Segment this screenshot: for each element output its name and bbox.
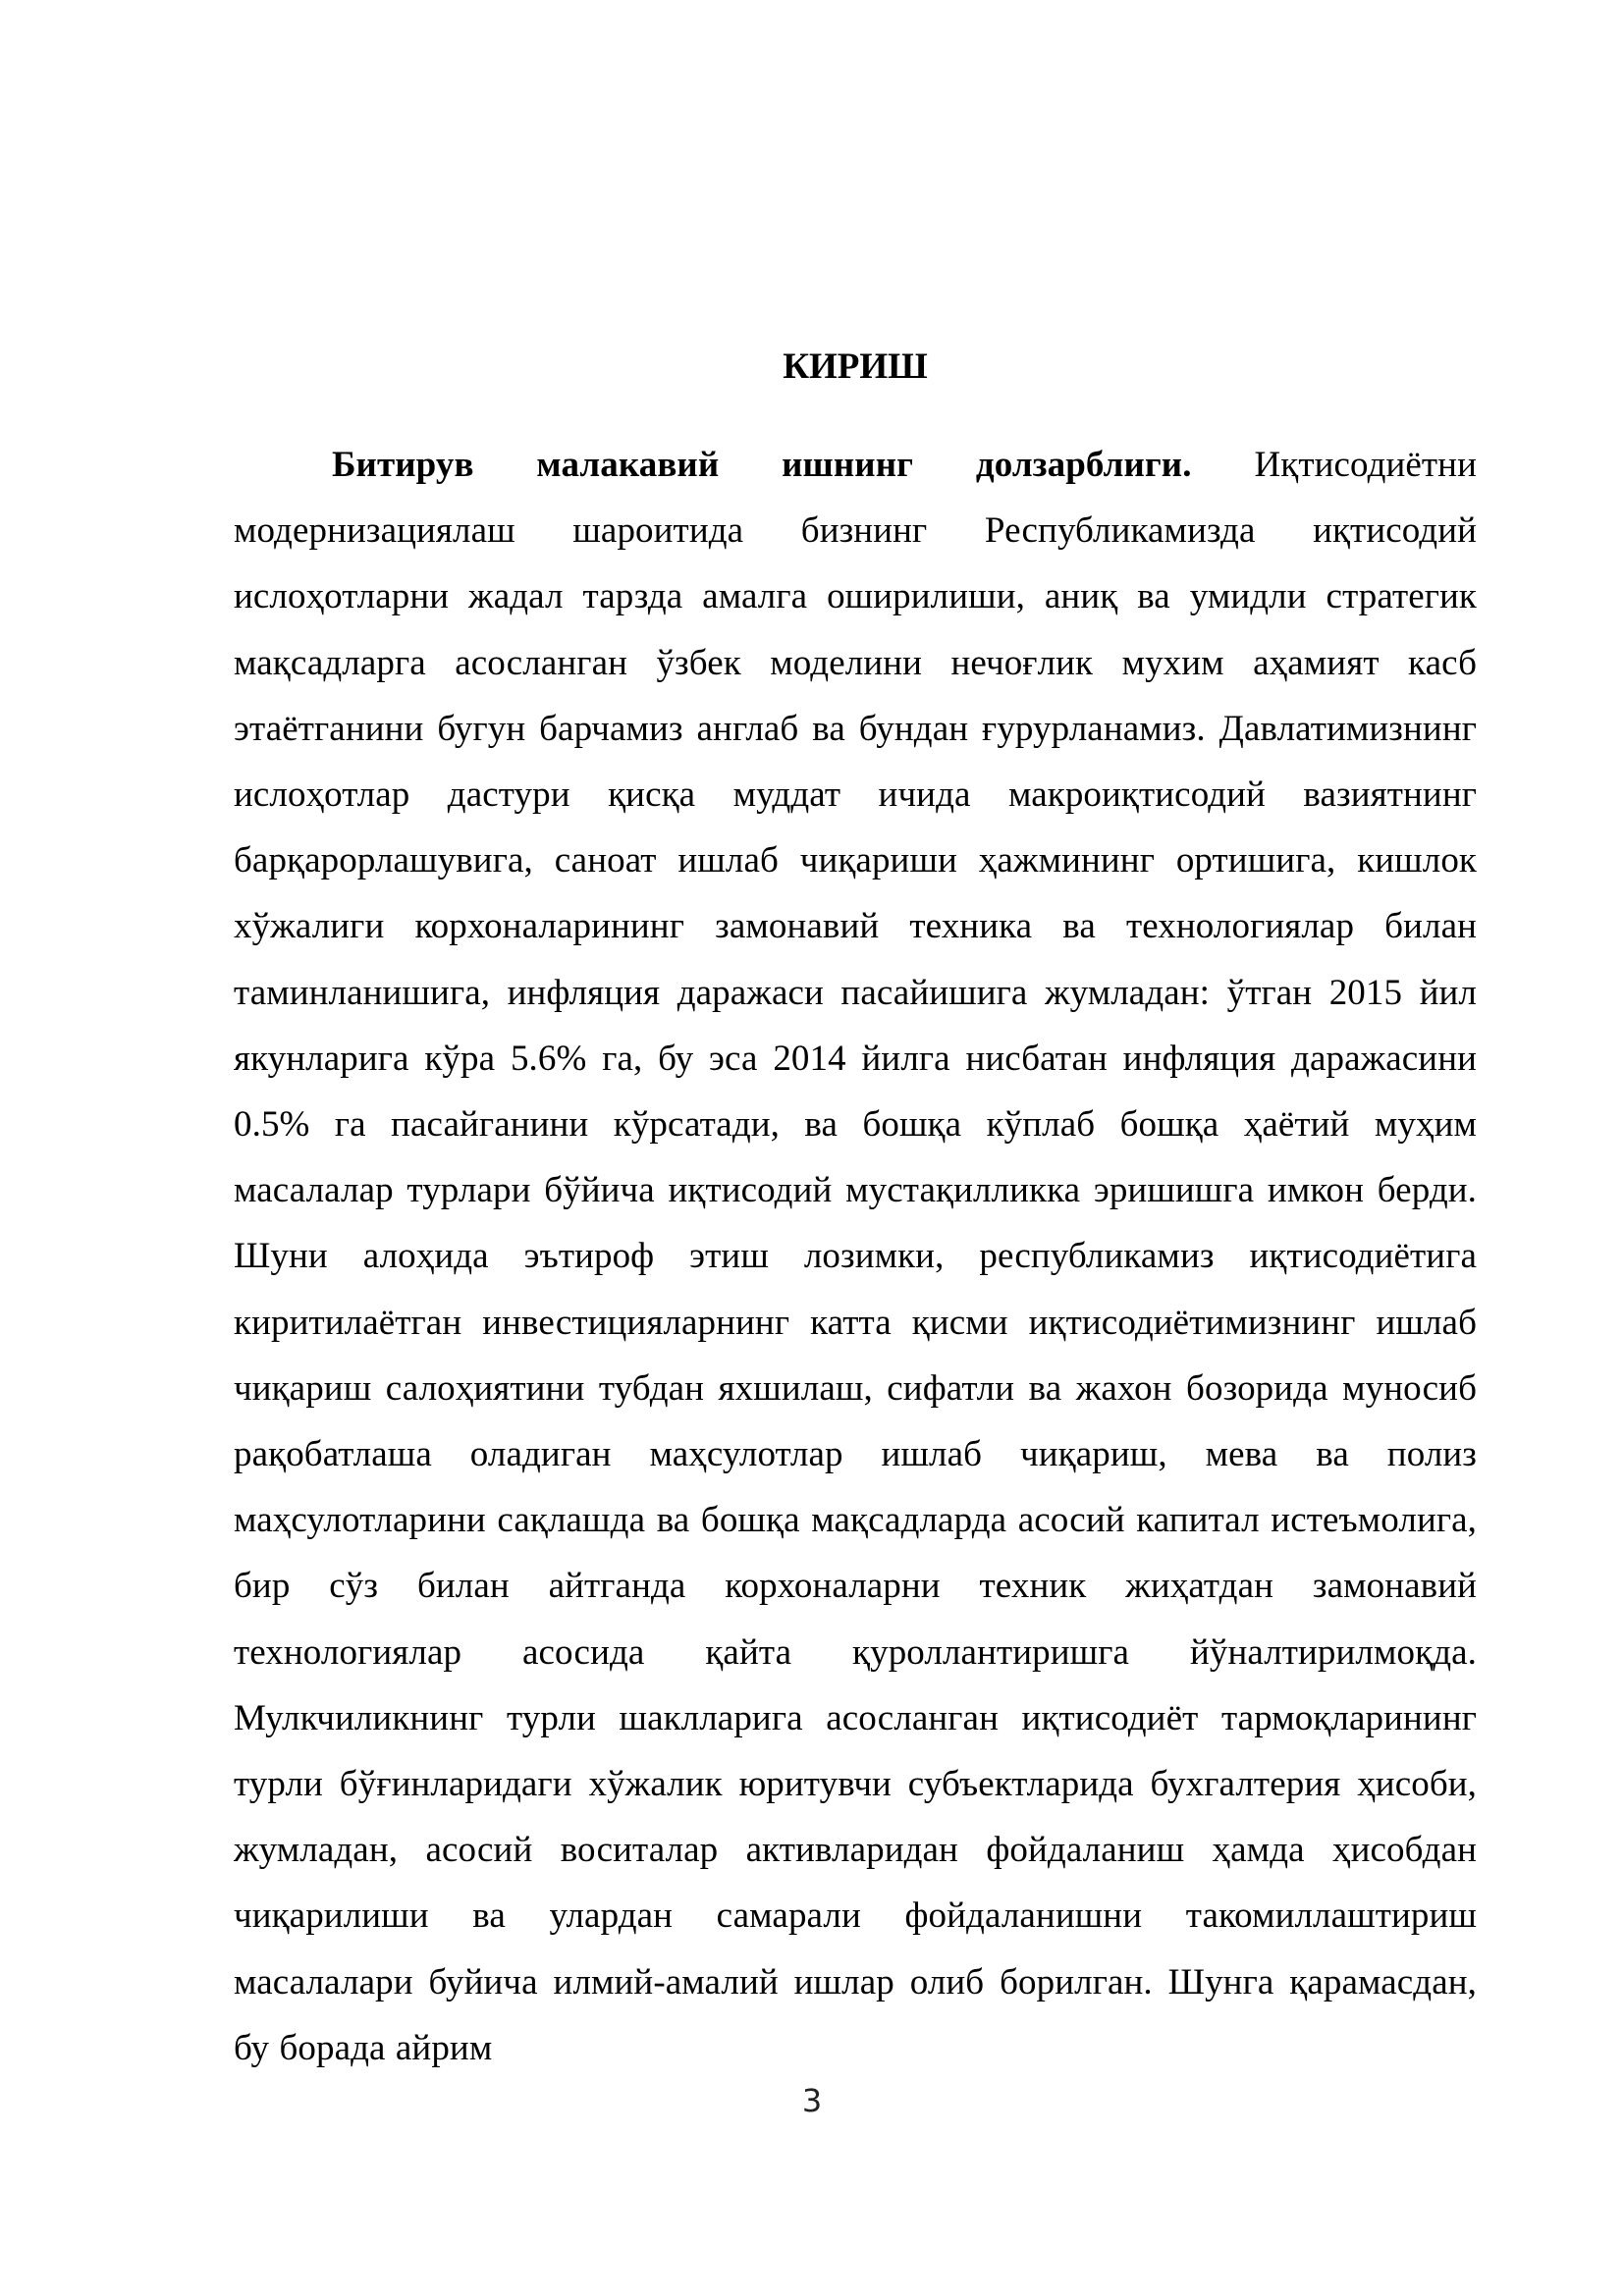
section-title: КИРИШ <box>783 347 928 387</box>
body-paragraph <box>234 432 1477 2081</box>
page-number: 3 <box>801 2082 823 2119</box>
lead-heading: Битирув малакавий ишнинг долзарблиги. <box>332 445 1192 485</box>
page-content <box>234 334 1477 2081</box>
paragraph-text: Иқтисодиётни модернизациялаш шароитида бизнинг Республикамизда иқтисодий ислоҳотларни жадал тарзда амалга оширилиши, аниқ ва умидли стратегик мақсадларга асосланган ўзбек моделини нечоғлик мухим аҳамият касб этаётганини бугун барчамиз англаб ва бундан ғурурланамиз. Давлатимизнинг ислоҳотлар дастури қисқа муддат ичида макроиқтисодий вазиятнинг барқарорлашувига, саноат ишлаб чиқариши ҳажмининг ортишига, кишлок хўжалиги корхоналарининг замонавий техника ва технологиялар билан таминланишига, инфляция даражаси пасайишига жумладан: ўтган 2015 йил якунларига кўра 5.6% га, бу эса 2014 йилга нисбатан инфляция даражасини 0.5% га пасайганини кўрсатади, ва бошқа кўплаб бошқа ҳаётий муҳим масалалар турлари бўйича иқтисодий мустақилликка эришишга имкон берди. Шуни алоҳида эътироф этиш лозимки, республикамиз иқтисодиётига киритилаётган инвестицияларнинг катта қисми иқтисодиётимизнинг ишлаб чиқариш салоҳиятини тубдан яхшилаш, сифатли ва жахон бозорида муносиб рақобатлаша оладиган маҳсулотлар ишлаб чиқариш, мева ва полиз маҳсулотларини сақлашда ва бошқа мақсадларда асосий капитал истеъмолига, бир сўз билан айтганда корхоналарни техник жиҳатдан замонавий технологиялар асосида қайта қуроллантиришга йўналтирилмоқда. Мулкчиликнинг турли шаклларига асосланган иқтисодиёт тармоқларининг турли бўғинларидаги хўжалик юритувчи субъектларида бухгалтерия ҳисоби, жумладан, асосий воситалар активларидан фойдаланиш ҳамда ҳисобдан чиқарилиши ва улардан самарали фойдаланишни такомиллаштириш масалалари буйича илмий-амалий ишлар олиб борилган. Шунга қарамасдан, бу борада айрим <box>234 445 1477 2068</box>
